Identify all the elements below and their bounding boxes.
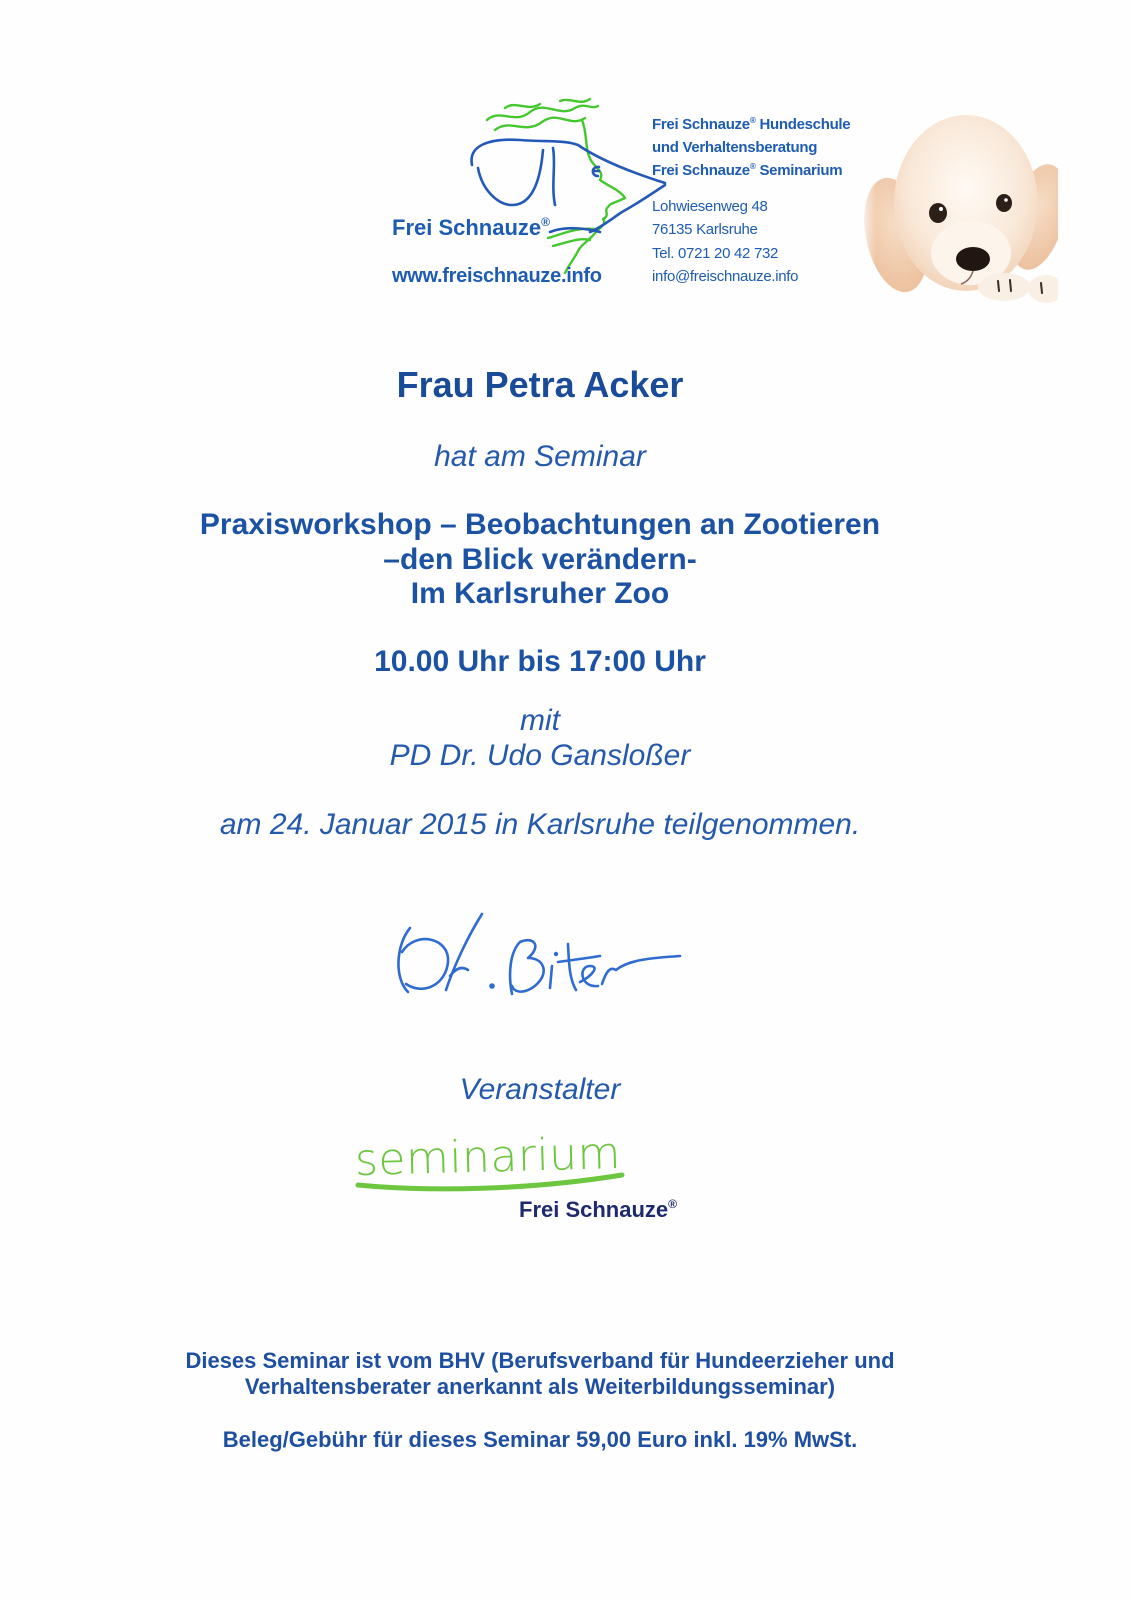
photo-edge-fade (858, 95, 876, 305)
signature-stroke (602, 956, 680, 984)
org-line-seminarium (652, 161, 842, 181)
registered-mark: ® (541, 214, 551, 229)
frei-schnauze-logo-icon (465, 95, 680, 275)
puppy-photo (858, 95, 1058, 305)
logo-green-strokes (487, 99, 625, 273)
org-line-verhaltensberatung: und Verhaltensberatung (652, 139, 818, 156)
logo-ear-stroke (478, 150, 543, 205)
signature-dot (554, 952, 558, 956)
recipient-name: Frau Petra Acker (396, 364, 684, 405)
seminar-title-line: Im Karlsruher Zoo (410, 577, 670, 610)
instructor-name: PD Dr. Udo Gansloßer (389, 739, 691, 772)
puppy-eye-highlight (1004, 198, 1008, 202)
signature-stroke (550, 966, 552, 988)
header-brand-name (392, 215, 550, 241)
address-phone: Tel. 0721 20 42 732 (652, 245, 779, 262)
seminarium-wordmark: seminarium (354, 1128, 622, 1186)
logo-hair-stroke (487, 106, 598, 120)
address-street: Lohwiesenweg 48 (652, 198, 768, 215)
swoosh-stroke (358, 1175, 622, 1189)
puppy-eye (996, 194, 1012, 212)
org-rest: Hundeschule (755, 116, 851, 133)
seminar-title-line: Praxisworkshop – Beobachtungen an Zootieren (199, 508, 881, 541)
logo-head-stroke (472, 140, 665, 183)
seminar-time: 10.00 Uhr bis 17:00 Uhr (374, 645, 706, 678)
signature-stroke (580, 966, 598, 986)
accreditation-line: Verhaltensberater anerkannt als Weiterbildungsseminar) (244, 1374, 836, 1399)
org-line-hundeschule (652, 115, 850, 135)
with-label: mit (520, 704, 560, 737)
address-city: 76135 Karlsruhe (652, 221, 758, 238)
signature-image (388, 900, 693, 1010)
intro-text: hat am Seminar (434, 440, 646, 473)
website-url: www.freischnauze.info (392, 265, 602, 287)
signature-strokes (398, 914, 680, 994)
signature-stroke (402, 939, 448, 989)
puppy-eye (929, 203, 947, 223)
fee-line: Beleg/Gebühr für dieses Seminar 59,00 Euro inkl. 19% MwSt. (222, 1427, 858, 1452)
org-brand: Frei Schnauze (652, 116, 750, 133)
registered-mark: ® (749, 161, 756, 171)
brand-text: Frei Schnauze (392, 215, 542, 240)
registered-mark: ® (749, 115, 756, 125)
registered-mark: ® (668, 1196, 678, 1211)
puppy-nose (956, 247, 990, 271)
accreditation-line: Dieses Seminar ist vom BHV (Berufsverband für Hundeerzieher und (185, 1348, 895, 1373)
logo-hair-stroke (495, 118, 585, 130)
seminar-title-line: –den Blick verändern- (383, 543, 697, 576)
org-rest: Seminarium (755, 162, 843, 179)
puppy-eye-highlight (939, 207, 943, 211)
puppy-paw (978, 273, 1030, 301)
brand-text: Frei Schnauze (519, 1197, 669, 1222)
signature-stroke (568, 944, 576, 990)
logo-hair-stroke (505, 104, 540, 108)
logo-hair-stroke (560, 99, 590, 102)
organizer-label: Veranstalter (459, 1073, 621, 1106)
address-email: info@freischnauze.info (652, 268, 799, 285)
signature-stroke (558, 956, 600, 962)
signature-dot (489, 983, 495, 989)
org-brand: Frei Schnauze (652, 162, 750, 179)
puppy-paw (1028, 275, 1058, 303)
seminarium-brand (519, 1197, 677, 1223)
signature-stroke (446, 914, 482, 990)
seminarium-swoosh-icon (350, 1165, 635, 1200)
signature-stroke (398, 928, 410, 992)
signature-stroke (510, 940, 544, 994)
logo-cheek-stroke (553, 148, 555, 205)
date-place-text: am 24. Januar 2015 in Karlsruhe teilgenommen. (219, 808, 861, 841)
